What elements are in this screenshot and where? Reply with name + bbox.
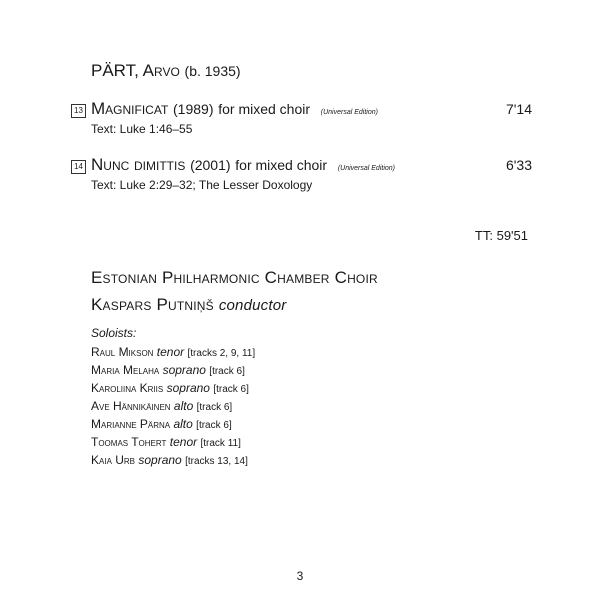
- soloist-entry: [91, 381, 249, 395]
- soloist-entry: [91, 399, 232, 413]
- soloist-entry: [91, 453, 248, 467]
- soloist-name: Marianne Pärna: [91, 417, 171, 431]
- soloist-entry: [91, 363, 245, 377]
- composer-name: PÄRT, Arvo: [91, 61, 180, 80]
- soloist-name: Maria Melaha: [91, 363, 160, 377]
- track-number-badge: 14: [71, 160, 86, 174]
- soloist-entry: [91, 345, 255, 359]
- work-description: for mixed choir: [218, 101, 311, 117]
- soloist-name: Karoliina Kriis: [91, 381, 164, 395]
- work-title-line: [91, 155, 395, 175]
- work-duration: 7'14: [505, 101, 532, 117]
- work-title-line: [91, 99, 378, 119]
- soloist-tracks: [track 6]: [213, 384, 249, 395]
- work-text-source: Text: Luke 1:46–55: [91, 122, 193, 136]
- work-publisher: (Universal Edition): [337, 165, 395, 172]
- composer-life-dates: (b. 1935): [184, 63, 241, 79]
- soloist-tracks: [tracks 2, 9, 11]: [187, 348, 256, 359]
- composer-heading: [91, 61, 241, 81]
- work-year: (1989): [173, 101, 214, 117]
- soloist-voice: soprano: [166, 381, 210, 395]
- conductor-role: conductor: [218, 297, 287, 314]
- soloist-tracks: [tracks 13, 14]: [185, 456, 248, 467]
- conductor-line: [91, 295, 287, 315]
- soloist-tracks: [track 6]: [209, 366, 245, 377]
- soloist-name: Toomas Tohert: [91, 435, 167, 449]
- work-year: (2001): [190, 157, 231, 173]
- work-title: Magnificat: [91, 99, 169, 118]
- soloist-name: Kaia Urb: [91, 453, 136, 467]
- total-time: TT: 59'51: [474, 228, 528, 243]
- track-number-badge: 13: [71, 104, 86, 118]
- work-title: Nunc dimittis: [91, 155, 186, 174]
- soloist-voice: soprano: [138, 453, 182, 467]
- soloist-entry: [91, 435, 241, 449]
- soloist-voice: soprano: [162, 363, 206, 377]
- work-description: for mixed choir: [235, 157, 328, 173]
- soloist-voice: tenor: [156, 345, 185, 359]
- soloist-voice: alto: [173, 399, 194, 413]
- soloist-name: Raul Mikson: [91, 345, 154, 359]
- work-duration: 6'33: [505, 157, 532, 173]
- soloist-tracks: [track 6]: [196, 420, 232, 431]
- work-publisher: (Universal Edition): [320, 109, 378, 116]
- soloist-voice: alto: [173, 417, 193, 431]
- soloist-entry: [91, 417, 232, 431]
- page-number: 3: [296, 569, 304, 583]
- soloists-heading: Soloists:: [91, 326, 137, 340]
- work-text-source: Text: Luke 2:29–32; The Lesser Doxology: [91, 178, 313, 192]
- ensemble-name: Estonian Philharmonic Chamber Choir: [91, 268, 378, 287]
- soloist-name: Ave Hännikäinen: [91, 399, 171, 413]
- soloist-voice: tenor: [169, 435, 198, 449]
- conductor-name: Kaspars Putniņš: [91, 295, 214, 314]
- soloist-tracks: [track 6]: [196, 402, 233, 413]
- soloist-tracks: [track 11]: [200, 438, 241, 449]
